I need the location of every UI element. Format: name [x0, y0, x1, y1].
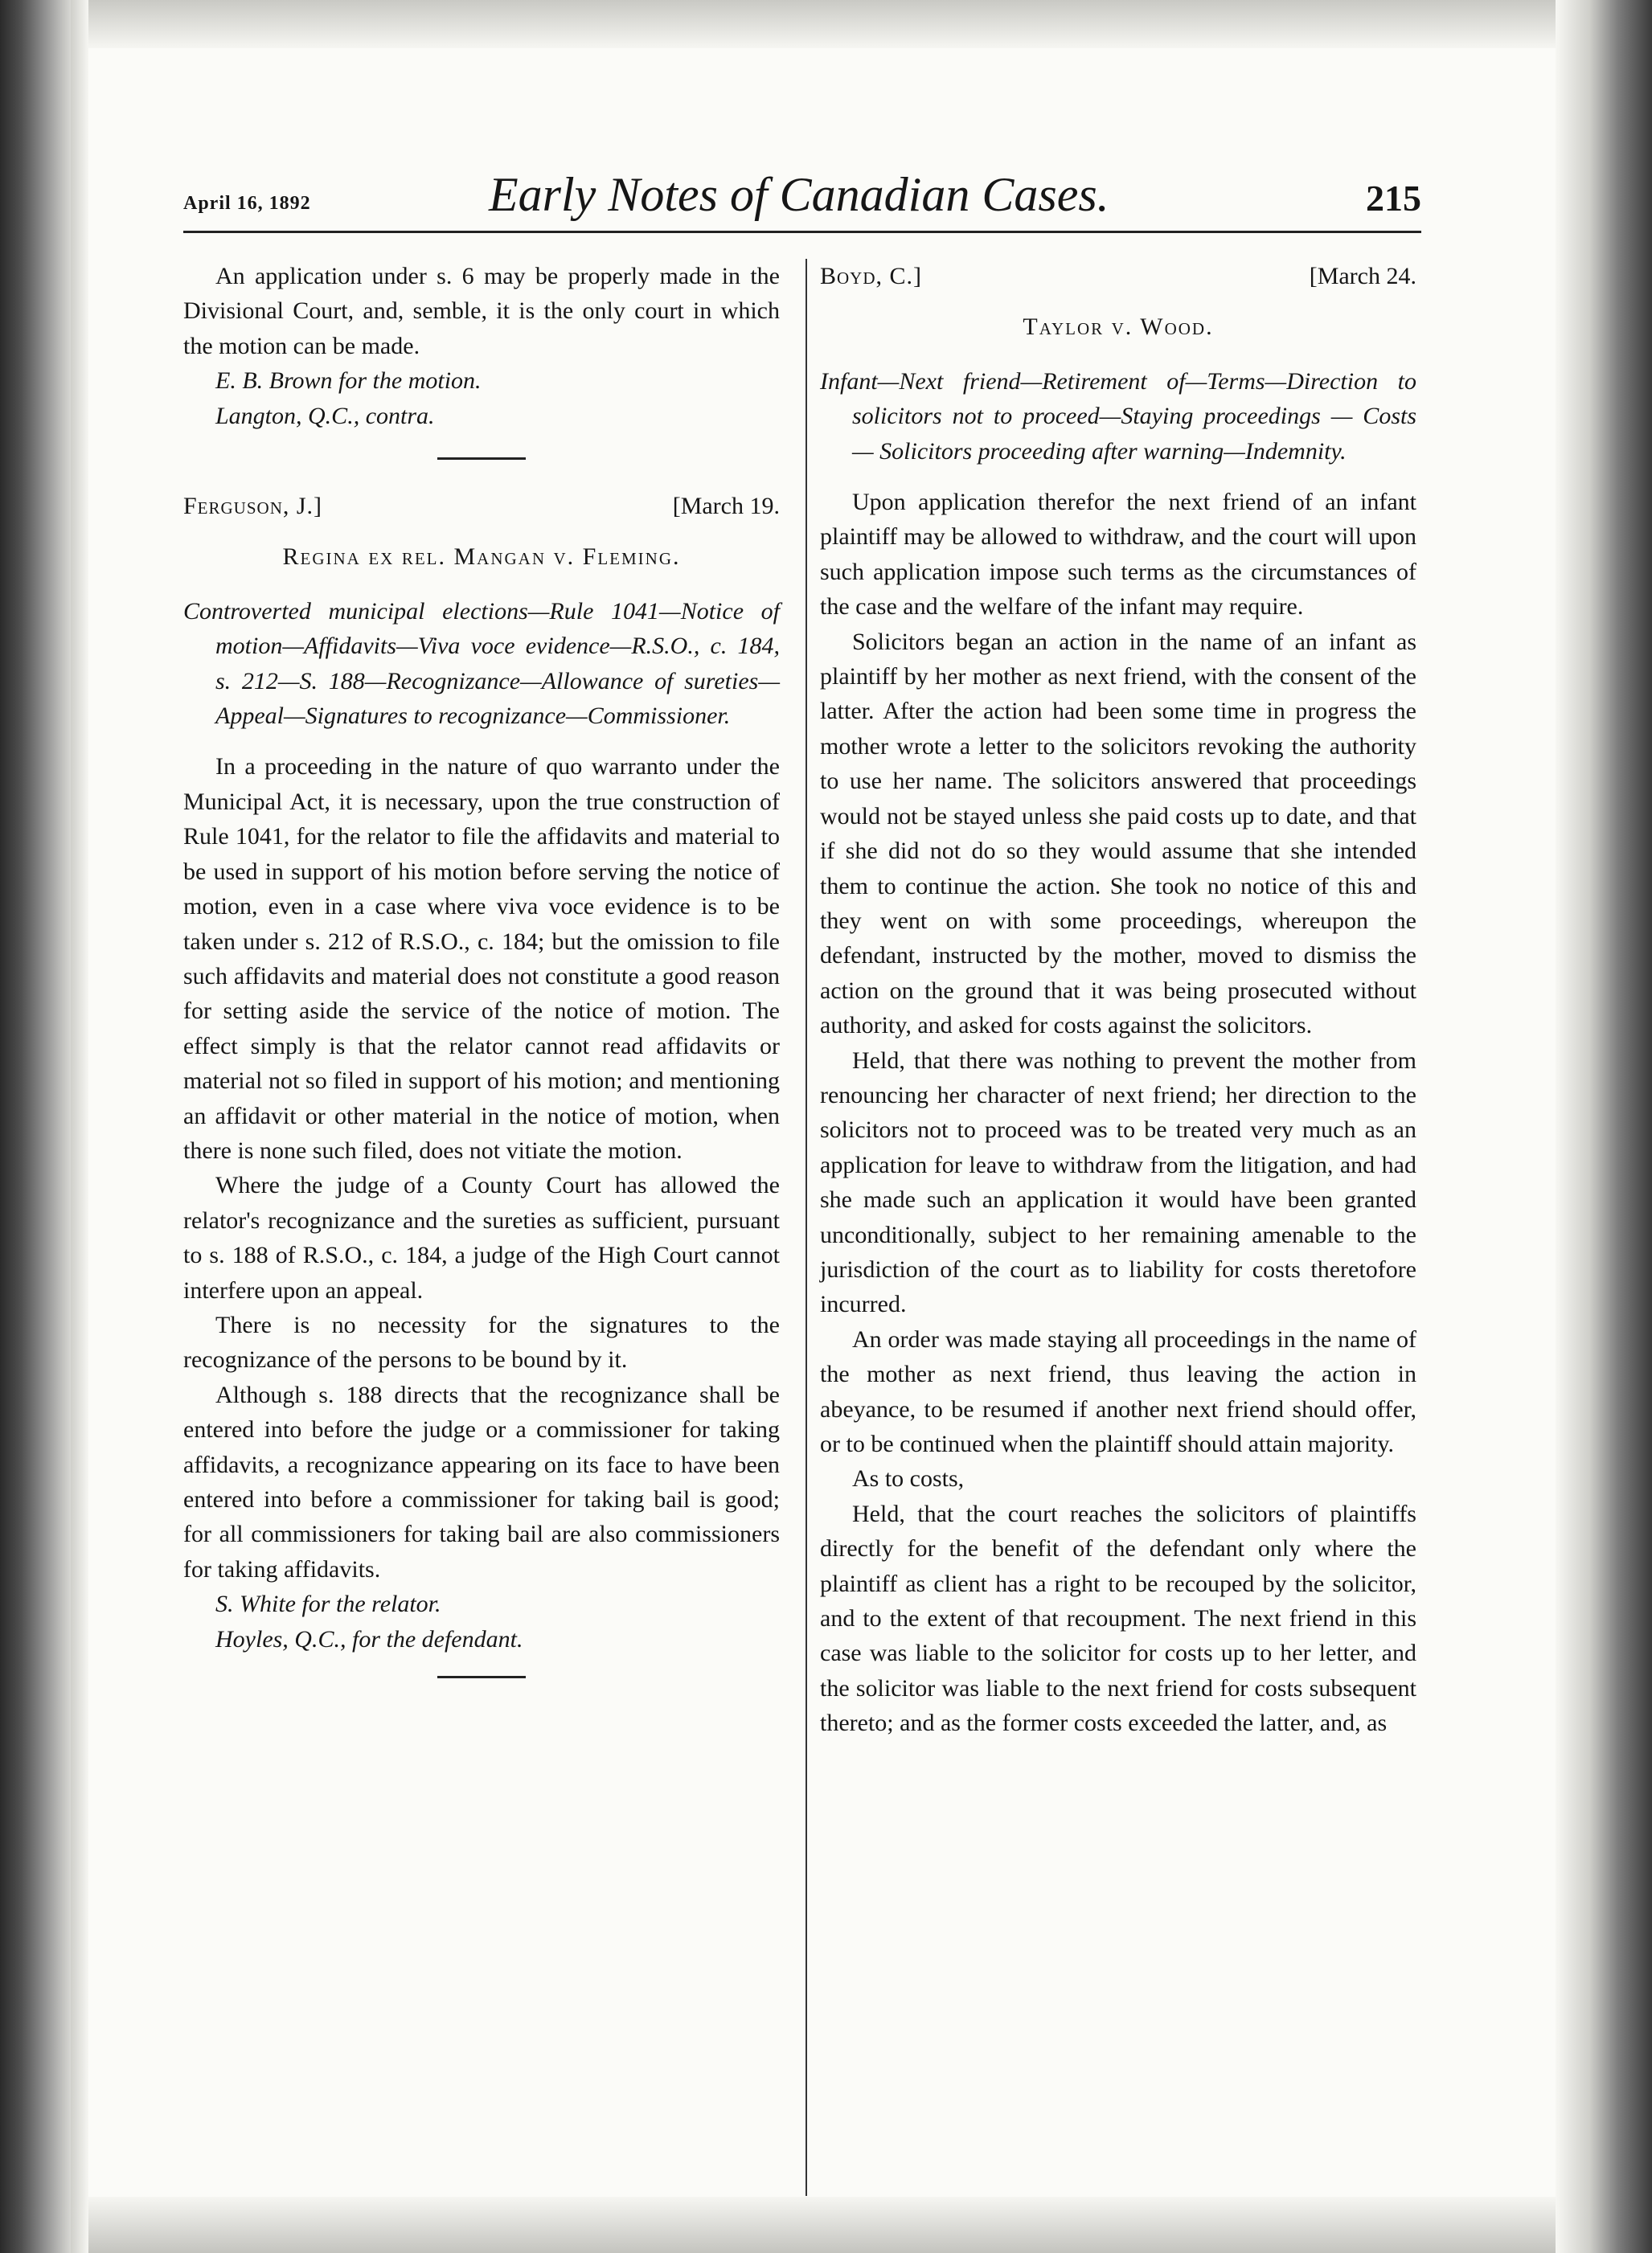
- left-column: [183, 259, 780, 1707]
- case-date: [March 19.: [672, 493, 780, 520]
- header-rule: [183, 231, 1421, 233]
- scan-bottom-edge: [0, 2197, 1652, 2253]
- column-rule: [806, 259, 807, 2196]
- right-column: [820, 259, 1416, 1741]
- page-edge-shadow: [1556, 0, 1652, 2253]
- case-judge: Ferguson, J.]: [183, 493, 323, 520]
- case-separator: [437, 457, 526, 460]
- page-number: 215: [1366, 178, 1421, 219]
- case-heading-line: [183, 489, 780, 523]
- case-title: Taylor v. Wood.: [1023, 313, 1214, 341]
- header-title: Early Notes of Canadian Cases.: [489, 168, 1109, 221]
- case-title: Regina ex rel. Mangan v. Fleming.: [282, 543, 681, 571]
- end-separator: [437, 1676, 526, 1678]
- case-paragraph: Solicitors began an action in the name of an infant as plaintiff by her mother as next friend, with the consent of the latter. After the action had been some time in progress the mother wrote a letter to the solicitors revoking the authority to use her name. The solicitors answered that proceedings would not be stayed unless she paid costs up to date, and that if she did not do so they would assume that she intended them to continue the action. She took no notice of this and they went on with some proceedings, whereupon the defendant, instructed by the mother, moved to dismiss the action on the ground that it was being prosecuted without authority, and asked for costs against the solicitors.: [820, 628, 1416, 1039]
- header-date: April 16, 1892: [183, 193, 311, 214]
- case-paragraph: In a proceeding in the nature of quo warranto under the Municipal Act, it is necessary, upon the true construction of Rule 1041, for the relator to file the affidavits and material to be used in support of his motion before serving the notice of motion, even in a case where viva voce evidence is to be taken under s. 212 of R.S.O., c. 184; but the omission to file such affidavits and material does not constitute a good reason for setting aside the service of the notice of motion. The effect simply is that the relator cannot read affidavits or material not so filed in support of his motion; and mentioning an affidavit or other material in the notice of motion, when there is none such filed, does not vitiate the motion.: [183, 753, 780, 1164]
- intro-paragraph: An application under s. 6 may be properly made in the Divisional Court, and, semble, it is the only court in which the motion can be made.: [183, 263, 780, 359]
- case-heading-line: [820, 259, 1416, 293]
- case-paragraph: There is no necessity for the signatures to the recognizance of the persons to be bound by it.: [183, 1311, 780, 1374]
- case-paragraph: Where the judge of a County Court has allowed the relator's recognizance and the sureties as sufficient, pursuant to s. 188 of R.S.O., c. 184, a judge of the High Court cannot interfere upon an appeal.: [183, 1172, 780, 1304]
- book-spine-shadow: [0, 0, 71, 2253]
- case-paragraph: Held, that there was nothing to prevent the mother from renouncing her character of next friend; her direction to the solicitors not to proceed was to be treated very much as an application for leave to withdraw from the litigation, and had she made such an application it would have been granted unconditionally, subject to her remaining amenable to the jurisdiction of the court as to liability for costs theretofore incurred.: [820, 1047, 1416, 1318]
- case-judge: Boyd, C.]: [820, 263, 923, 289]
- catchwords: Controverted municipal elections—Rule 1041—Notice of motion—Affidavits—Viva voce evidence—R.S.O., c. 184, s. 212—S. 188—Recognizance—Allowance of sureties—Appeal—Signatures to recognizance—Commissioner.: [183, 597, 780, 730]
- case-paragraph: As to costs,: [852, 1465, 965, 1493]
- case-paragraph: Upon application therefor the next friend of an infant plaintiff may be allowed to withdraw, and the court will upon such application impose such terms as the circumstances of the case and the welfare of the infant may require.: [820, 489, 1416, 621]
- book-gutter: [71, 0, 88, 2253]
- case-date: [March 24.: [1309, 263, 1416, 289]
- running-head: [183, 167, 1421, 223]
- scan-top-edge: [0, 0, 1652, 48]
- counsel-relator: S. White for the relator.: [215, 1591, 441, 1618]
- case-paragraph: Held, that the court reaches the solicitors of plaintiffs directly for the benefit of the defendant only where the plaintiff as client has a right to be recouped by the solicitor, and to the extent of that recoupment. The next friend in this case was liable to the solicitor for costs up to her letter, and the solicitor was liable to the next friend for costs subsequent thereto; and as the former costs exceeded the latter, and, as: [820, 1500, 1416, 1737]
- intro-counsel-1: E. B. Brown for the motion.: [215, 367, 482, 395]
- counsel-defendant: Hoyles, Q.C., for the defendant.: [215, 1625, 523, 1653]
- case-paragraph: An order was made staying all proceedings in the name of the mother as next friend, thus leaving the action in abeyance, to be resumed if another next friend should offer, or to be continued when the plaintiff should attain majority.: [820, 1325, 1416, 1457]
- case-paragraph: Although s. 188 directs that the recognizance shall be entered into before the judge or a commissioner for taking affidavits, a recognizance appearing on its face to have been entered into before a commissioner for taking bail is good; for all commissioners for taking bail are also commissioners for taking affidavits.: [183, 1381, 780, 1583]
- intro-counsel-2: Langton, Q.C., contra.: [215, 402, 435, 429]
- catchwords: Infant—Next friend—Retirement of—Terms—Direction to solicitors not to proceed—Staying proceedings — Costs — Solicitors proceeding after warning—Indemnity.: [820, 367, 1416, 465]
